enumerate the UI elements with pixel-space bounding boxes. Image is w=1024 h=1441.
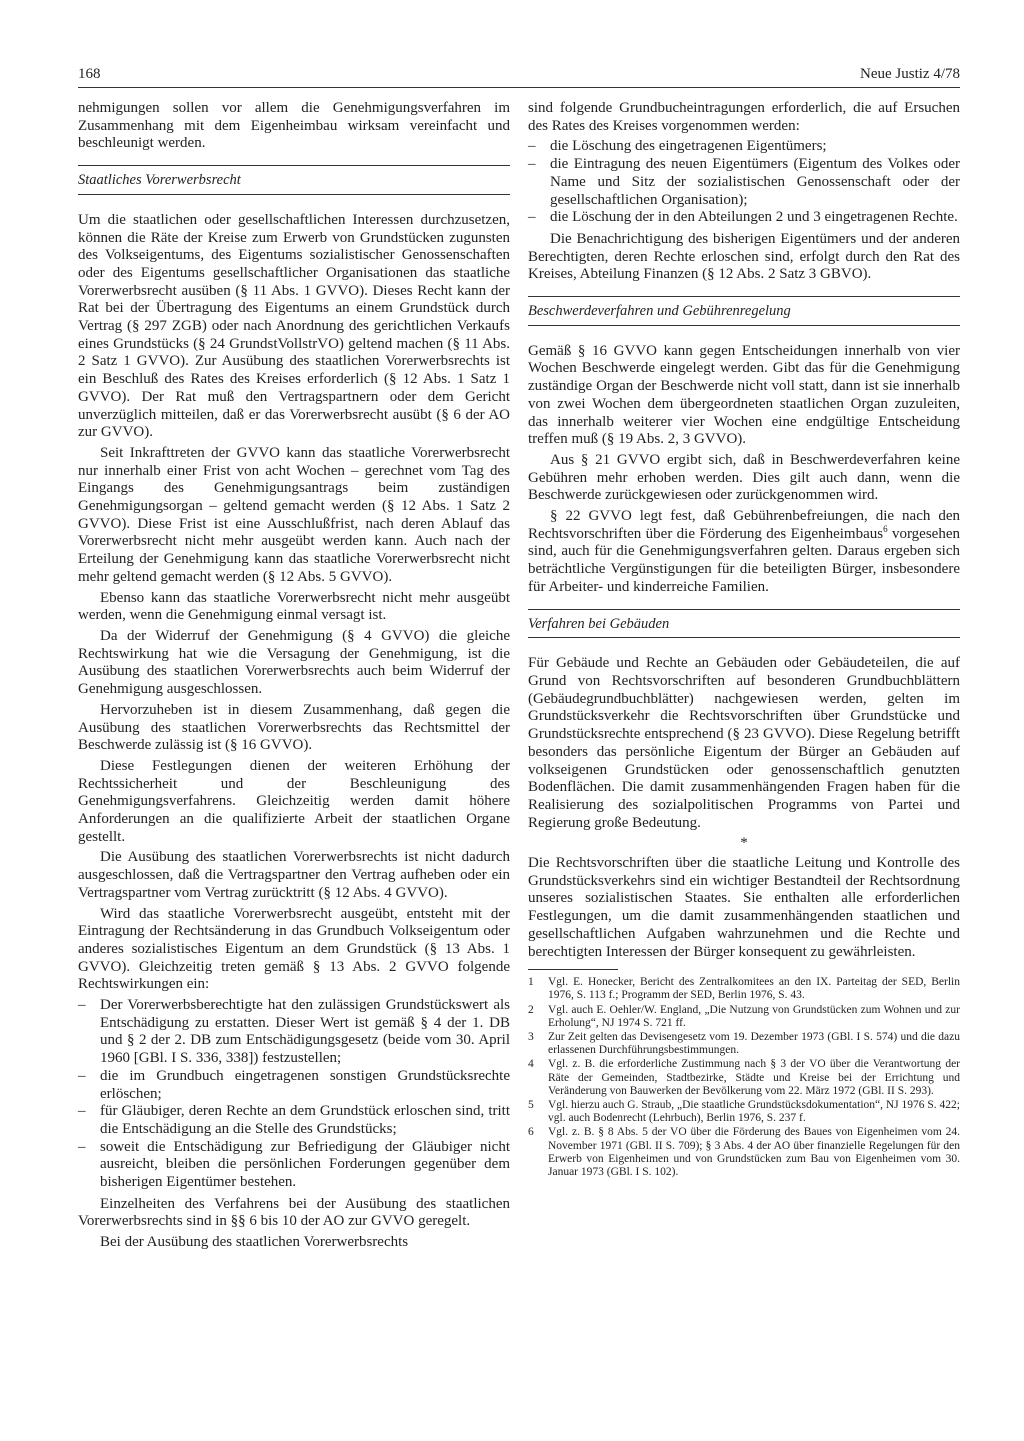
footnote-ref: 6 — [883, 523, 888, 534]
paragraph: Die Ausübung des staatlichen Vorerwerbsrechts ist nicht dadurch ausgeschlossen, daß die Vertragspartner den Vertrag aufheben oder ein Vertragspartner vom Vertrag zurücktritt (§ 12 Abs. 4 GVVO). — [78, 849, 510, 901]
footnote-text: Vgl. auch E. Oehler/W. England, „Die Nutzung von Grundstücken zum Wohnen und zur Erholung“, NJ 1974 S. 721 ff. — [548, 1003, 960, 1029]
closing-paragraph: Die Rechtsvorschriften über die staatliche Leitung und Kontrolle des Grundstücksverkehrs sind ein wichtiger Bestandteil der Rechtsordnung unseres sozialistischen Staates. Sie enthalten alle erforderlichen Festlegungen, um die damit zusammenhängenden staatlichen und gesellschaftlichen Aufgaben wahrzunehmen und die Rechte und berechtigten Interessen der Bürger konsequent zu gewährleisten. — [528, 855, 960, 960]
grundbuch-list — [528, 138, 960, 227]
header-rule — [78, 87, 960, 88]
footnote-text: Vgl. E. Honecker, Bericht des Zentralkomitees an den IX. Parteitag der SED, Berlin 1976, S. 113 f.; Programm der SED, Berlin 1976, S. 43. — [548, 976, 960, 1002]
list-item: – Der Vorerwerbsberechtigte hat den zulässigen Grundstückswert als Entschädigung zu erstatten. Dieser Wert ist gemäß § 4 der 1. DB und § 2 der 2. DB zum Entschädigungsgesetz (beide vom 30. April 1960 [GBl. I S. 336, 338]) festzustellen; — [78, 997, 510, 1068]
journal-issue: Neue Justiz 4/78 — [860, 66, 960, 82]
list-item: – die im Grundbuch eingetragenen sonstigen Grundstücksrechte erlöschen; — [78, 1068, 510, 1103]
footnote-text: Vgl. z. B. die erforderliche Zustimmung nach § 3 der VO über die Verantwortung der Räte der Gemeinden, Stadtbezirke, Städte und Kreise bei der Errichtung und Veränderung von Bauwerken der Bevölkerung vom 22. März 1972 (GBl. II S. 293). — [548, 1058, 960, 1097]
list-item: – die Eintragung des neuen Eigentümers (Eigentum des Volkes oder Name und Sitz der sozialistischen Genossenschaft oder der gesellschaftlichen Organisation); — [528, 156, 960, 209]
paragraph: Diese Festlegungen dienen der weiteren Erhöhung der Rechtssicherheit und der Beschleunigung des Genehmigungsverfahrens. Gleichzeitig werden damit höhere Anforderungen an die qualifizierte Arbeit der staatlichen Organe gestellt. — [78, 757, 510, 845]
footnote — [528, 1126, 960, 1179]
paragraph: Hervorzuheben ist in diesem Zusammenhang, daß gegen die Ausübung des staatlichen Vorerwerbsrechts das Rechtsmittel der Beschwerde zulässig ist (§ 16 GVVO). — [78, 701, 510, 754]
paragraph: Aus § 21 GVVO ergibt sich, daß in Beschwerdeverfahren keine Gebühren mehr erhoben werden. Dies gilt auch dann, wenn die Beschwerde zurückgewiesen oder zurückgenommen wird. — [528, 451, 960, 504]
paragraph-text: § 22 GVVO legt fest, daß Gebührenbefreiungen, die nach den Rechtsvorschriften über die Förderung des Eigenheimbaus — [528, 508, 960, 542]
footnote — [528, 1004, 960, 1030]
footnote-text: Vgl. z. B. § 8 Abs. 5 der VO über die Förderung des Baues von Eigenheimen vom 24. November 1971 (GBl. II S. 709); § 3 Abs. 4 der AO über finanzielle Regelungen für den Erwerb von Eigenheimen und von Grundstücken zum Bau von Eigenheimen vom 30. Januar 1973 (GBl. I S. 102). — [548, 1126, 960, 1179]
page-number: 168 — [78, 66, 101, 82]
section-title-vorerwerbsrecht: Staatliches Vorerwerbsrecht — [78, 165, 510, 195]
rechtswirkungen-list — [78, 997, 510, 1192]
footnote-number: 1 — [528, 976, 534, 989]
paragraph: Wird das staatliche Vorerwerbsrecht ausgeübt, entsteht mit der Eintragung der Rechtsänderung in das Grundbuch Volkseigentum oder anderes sozialistisches Eigentum an dem Grundstück (§ 13 Abs. 1 GVVO). Gleichzeitig treten gemäß § 13 Abs. 2 GVVO folgende Rechtswirkungen ein: — [78, 905, 510, 993]
footnote-number: 2 — [528, 1003, 534, 1016]
paragraph-text: vorgesehen sind, auch für die Genehmigungsverfahren gelten. Daraus ergeben sich beträchtliche Vergünstigungen für die beteiligten Bürger, insbesondere für Arbeiter- und kinderreiche Familien. — [528, 525, 960, 595]
left-column — [78, 100, 510, 1255]
paragraph: Die Benachrichtigung des bisherigen Eigentümers und der anderen Berechtigten, deren Rechte erloschen sind, erfolgt durch den Rat des Kreises, Abteilung Finanzen (§ 12 Abs. 2 Satz 3 GBVO). — [528, 230, 960, 283]
footnote-text: Zur Zeit gelten das Devisengesetz vom 19. Dezember 1973 (GBl. I S. 574) und die dazu erlassenen Durchführungsbestimmungen. — [548, 1031, 960, 1057]
separator-asterisk: * — [740, 835, 748, 852]
list-item: – die Löschung des eingetragenen Eigentümers; — [528, 138, 960, 156]
paragraph — [528, 508, 960, 597]
footnote — [528, 1031, 960, 1057]
footnote — [528, 976, 960, 1002]
paragraph: Bei der Ausübung des staatlichen Vorerwerbsrechts — [100, 1234, 409, 1251]
list-item: – die Löschung der in den Abteilungen 2 und 3 eingetragenen Rechte. — [528, 209, 960, 227]
paragraph: Ebenso kann das staatliche Vorerwerbsrecht nicht mehr ausgeübt werden, wenn die Genehmigung einmal versagt ist. — [78, 589, 510, 624]
intro-paragraph: nehmigungen sollen vor allem die Genehmigungsverfahren im Zusammenhang mit dem Eigenheimbau wirksam vereinfacht und beschleunigt werden. — [78, 100, 510, 152]
footnote-number: 6 — [528, 1126, 534, 1139]
paragraph: Gemäß § 16 GVVO kann gegen Entscheidungen innerhalb von vier Wochen Beschwerde eingelegt werden. Gibt das für die Genehmigung zuständige Organ der Beschwerde nicht voll statt, dann ist sie innerhalb von zwei Wochen dem übergeordneten staatlichen Organ zuzuleiten, das innerhalb weiterer vier Wochen eine endgültige Entscheidung treffen muß (§ 19 Abs. 2, 3 GVVO). — [528, 342, 960, 448]
section-title-beschwerde: Beschwerdeverfahren und Gebührenregelung — [528, 296, 960, 326]
paragraph: Seit Inkrafttreten der GVVO kann das staatliche Vorerwerbsrecht nur innerhalb einer Frist von acht Wochen – gerechnet vom Tag des Eingangs des Genehmigungsantrags beim zuständigen Genehmigungsorgan – geltend gemacht werden (§ 12 Abs. 1 Satz 2 GVVO). Diese Frist ist eine Ausschlußfrist, nach deren Ablauf das Vorerwerbsrecht nicht mehr ausgeübt werden kann. Auch nach der Erteilung der Genehmigung kann das staatliche Vorerwerbsrecht nicht mehr geltend gemacht werden (§ 12 Abs. 5 GVVO). — [78, 444, 510, 585]
section-title-gebaeude: Verfahren bei Gebäuden — [528, 609, 960, 639]
list-item: – soweit die Entschädigung zur Befriedigung der Gläubiger nicht ausreicht, bleiben die persönlichen Forderungen gegenüber dem bisherigen Eigentümer bestehen. — [78, 1139, 510, 1192]
continued-paragraph: sind folgende Grundbucheintragungen erforderlich, die auf Ersuchen des Rates des Kreises vorgenommen werden: — [528, 100, 960, 134]
paragraph: Einzelheiten des Verfahrens bei der Ausübung des staatlichen Vorerwerbsrechts sind in §§ 6 bis 10 der AO zur GVVO geregelt. — [78, 1195, 510, 1230]
footnotes — [528, 976, 960, 1179]
footnote-rule — [528, 969, 618, 970]
paragraph: Um die staatlichen oder gesellschaftlichen Interessen durchzusetzen, können die Räte der Kreise zum Erwerb von Grundstücken zugunsten des Volkseigentums, des Eigentums sozialistischer Genossenschaften oder des Eigentums gesellschaftlicher Organisationen das staatliche Vorerwerbsrecht ausüben (§ 11 Abs. 1 GVVO). Dieses Recht kann der Rat bei der Übertragung des Eigentums an einem Grundstück durch Vertrag (§ 297 ZGB) oder nach Anordnung des gerichtlichen Verkaufs eines Grundstücks (§ 24 GrundstVollstrVO) geltend machen (§ 11 Abs. 2 Satz 1 GVVO). Zur Ausübung des staatlichen Vorerwerbsrechts ist ein Beschluß des Rates des Kreises erforderlich (§ 12 Abs. 1 Satz 1 GVVO). Der Rat muß den Vertragspartnern oder dem Gericht unverzüglich mitteilen, daß er das Vorerwerbsrecht ausübt (§ 6 der AO zur GVVO). — [78, 211, 510, 441]
footnote — [528, 1099, 960, 1125]
footnote-number: 4 — [528, 1058, 534, 1071]
footnote — [528, 1058, 960, 1098]
list-item: – für Gläubiger, deren Rechte an dem Grundstück erloschen sind, tritt die Entschädigung an die Stelle des Grundstücks; — [78, 1103, 510, 1138]
paragraph: Da der Widerruf der Genehmigung (§ 4 GVVO) die gleiche Rechtswirkung hat wie die Versagung der Genehmigung, ist die Ausübung des staatlichen Vorerwerbsrechts auch beim Widerruf der Genehmigung ausgeschlossen. — [78, 627, 510, 698]
footnote-number: 3 — [528, 1031, 534, 1044]
paragraph: Für Gebäude und Rechte an Gebäuden oder Gebäudeteilen, die auf Grund von Rechtsvorschriften auf besonderen Grundbuchblättern (Gebäudegrundbuchblätter) nachgewiesen werden, gelten im Grundstücksverkehr die Rechtsvorschriften über Grundstücke und Grundstücksrechte entsprechend (§ 23 GVVO). Diese Regelung betrifft besonders das persönliche Eigentum der Bürger an Gebäuden auf volkseigenen Grundstücken oder genossenschaftlich genutzten Bodenflächen. Die damit zusammenhängenden Fragen haben für die Realisierung des sozialpolitischen Programms von Partei und Regierung große Bedeutung. — [528, 655, 960, 831]
footnote-number: 5 — [528, 1099, 534, 1112]
footnote-text: Vgl. hierzu auch G. Straub, „Die staatliche Grundstücksdokumentation“, NJ 1976 S. 422; vgl. auch Bodenrecht (Lehrbuch), Berlin 1976, S. 237 f. — [548, 1099, 961, 1125]
right-column — [528, 100, 960, 1180]
